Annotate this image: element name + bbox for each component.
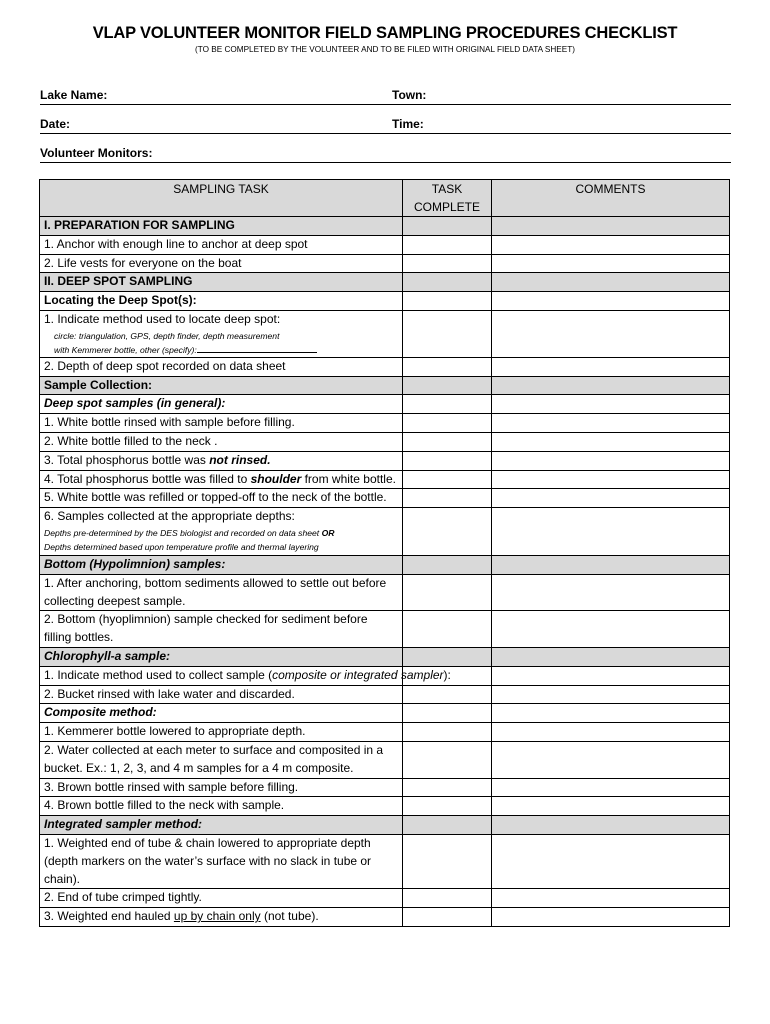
subsection-title: Chlorophyll-a sample: bbox=[40, 647, 403, 666]
comments-cell[interactable] bbox=[492, 666, 730, 685]
volunteer-monitors-row bbox=[40, 140, 731, 163]
table-header-row bbox=[40, 180, 730, 217]
subsection-row bbox=[40, 292, 730, 311]
date-time-row bbox=[40, 111, 731, 134]
section-row bbox=[40, 217, 730, 236]
task-complete-cell[interactable] bbox=[403, 489, 492, 508]
table-row bbox=[40, 451, 730, 470]
task-text: 2. Depth of deep spot recorded on data sheet bbox=[40, 357, 403, 376]
volunteer-monitors-label: Volunteer Monitors: bbox=[40, 146, 153, 160]
col-header-task-complete-line1: TASK bbox=[431, 182, 463, 196]
comments-cell[interactable] bbox=[492, 797, 730, 816]
table-row bbox=[40, 666, 730, 685]
task-complete-cell[interactable] bbox=[403, 235, 492, 254]
task-text: 1. Kemmerer bottle lowered to appropriate depth. bbox=[40, 723, 403, 742]
task-text-italic: composite or integrated sampler bbox=[272, 667, 444, 682]
section-row bbox=[40, 376, 730, 395]
comments-cell[interactable] bbox=[492, 723, 730, 742]
table-row bbox=[40, 432, 730, 451]
task-text: 5. White bottle was refilled or topped-off to the neck of the bottle. bbox=[40, 489, 403, 508]
table-row bbox=[40, 723, 730, 742]
table-row bbox=[40, 834, 730, 888]
table-row bbox=[40, 574, 730, 611]
table-row bbox=[40, 889, 730, 908]
task-text: 2. Bucket rinsed with lake water and discarded. bbox=[40, 685, 403, 704]
comments-cell[interactable] bbox=[492, 432, 730, 451]
comments-cell[interactable] bbox=[492, 611, 730, 648]
comments-cell[interactable] bbox=[492, 741, 730, 778]
task-complete-cell[interactable] bbox=[403, 574, 492, 611]
task-complete-cell[interactable] bbox=[403, 451, 492, 470]
task-note-line1: circle: triangulation, GPS, depth finder, depth measurement bbox=[54, 330, 280, 341]
task-text-part: from white bottle. bbox=[301, 471, 396, 486]
task-text-part: ): bbox=[443, 667, 451, 682]
task-text-part: 3. Total phosphorus bottle was bbox=[44, 452, 210, 467]
task-text: 2. Bottom (hyoplimnion) sample checked for sediment before filling bottles. bbox=[40, 611, 403, 648]
task-text-part: 4. Total phosphorus bottle was filled to bbox=[44, 471, 251, 486]
task-complete-cell[interactable] bbox=[403, 723, 492, 742]
table-row bbox=[40, 489, 730, 508]
document-title: VLAP VOLUNTEER MONITOR FIELD SAMPLING PROCEDURES CHECKLIST bbox=[92, 24, 678, 42]
comments-cell[interactable] bbox=[492, 489, 730, 508]
task-complete-cell[interactable] bbox=[403, 310, 492, 357]
task-note-text: with Kemmerer bottle, other (specify): bbox=[54, 344, 197, 355]
task-text: 2. Water collected at each meter to surface and composited in a bucket. Ex.: 1, 2, 3, and 4 m samples for a 4 m composite. bbox=[40, 741, 403, 778]
col-header-sampling-task: SAMPLING TASK bbox=[40, 180, 403, 217]
task-text: 1. White bottle rinsed with sample before filling. bbox=[40, 414, 403, 433]
task-complete-cell[interactable] bbox=[403, 834, 492, 888]
col-header-task-complete-line2: COMPLETE bbox=[413, 199, 480, 214]
task-text bbox=[40, 908, 403, 927]
subsection-title: Deep spot samples (in general): bbox=[40, 395, 403, 414]
table-row bbox=[40, 508, 730, 556]
col-header-task-complete bbox=[403, 180, 492, 217]
task-text: 2. Life vests for everyone on the boat bbox=[40, 254, 403, 273]
time-label: Time: bbox=[392, 117, 424, 131]
sampling-checklist-table bbox=[39, 179, 730, 927]
task-complete-cell[interactable] bbox=[403, 508, 492, 556]
comments-cell[interactable] bbox=[492, 508, 730, 556]
task-text: 2. End of tube crimped tightly. bbox=[40, 889, 403, 908]
task-text bbox=[40, 508, 403, 556]
task-complete-cell[interactable] bbox=[403, 432, 492, 451]
comments-cell[interactable] bbox=[492, 908, 730, 927]
task-text: 3. Brown bottle rinsed with sample before filling. bbox=[40, 778, 403, 797]
task-main-text: 6. Samples collected at the appropriate depths: bbox=[44, 509, 295, 524]
task-main-text: 1. Indicate method used to locate deep spot: bbox=[44, 311, 281, 326]
section-title: Sample Collection: bbox=[40, 376, 403, 395]
task-complete-cell[interactable] bbox=[403, 797, 492, 816]
comments-cell[interactable] bbox=[492, 451, 730, 470]
section-row bbox=[40, 273, 730, 292]
task-note-line1 bbox=[44, 526, 398, 541]
task-complete-cell[interactable] bbox=[403, 357, 492, 376]
section-title: I. PREPARATION FOR SAMPLING bbox=[40, 217, 403, 236]
comments-cell[interactable] bbox=[492, 889, 730, 908]
task-complete-cell[interactable] bbox=[403, 254, 492, 273]
lake-town-row bbox=[40, 82, 731, 105]
task-note-or: OR bbox=[321, 527, 335, 538]
task-text: 1. After anchoring, bottom sediments allowed to settle out before collecting deepest sample. bbox=[40, 574, 403, 611]
task-text bbox=[40, 451, 403, 470]
subsection-row bbox=[40, 395, 730, 414]
table-row bbox=[40, 778, 730, 797]
table-row bbox=[40, 357, 730, 376]
subsection-title: Bottom (Hypolimnion) samples: bbox=[40, 555, 403, 574]
table-row bbox=[40, 414, 730, 433]
subsection-title: Locating the Deep Spot(s): bbox=[40, 292, 403, 311]
town-label: Town: bbox=[392, 88, 427, 102]
task-complete-cell[interactable] bbox=[403, 889, 492, 908]
comments-cell[interactable] bbox=[492, 470, 730, 489]
comments-cell[interactable] bbox=[492, 685, 730, 704]
table-row bbox=[40, 310, 730, 357]
lake-name-label: Lake Name: bbox=[40, 88, 108, 102]
task-text: 2. White bottle filled to the neck . bbox=[40, 432, 403, 451]
comments-cell[interactable] bbox=[492, 310, 730, 357]
table-row bbox=[40, 254, 730, 273]
task-complete-cell[interactable] bbox=[403, 685, 492, 704]
subsection-row bbox=[40, 647, 730, 666]
table-row bbox=[40, 235, 730, 254]
comments-cell[interactable] bbox=[492, 235, 730, 254]
task-text-part: 1. Indicate method used to collect sample ( bbox=[44, 667, 273, 682]
comments-cell[interactable] bbox=[492, 357, 730, 376]
task-text-emphasis: not rinsed. bbox=[209, 452, 271, 467]
table-row bbox=[40, 908, 730, 927]
task-note-text: Depths pre-determined by the DES biologist and recorded on data sheet bbox=[44, 527, 322, 538]
comments-cell[interactable] bbox=[492, 414, 730, 433]
task-text-part: (not tube). bbox=[260, 909, 319, 924]
subsection-title: Composite method: bbox=[40, 704, 403, 723]
task-text: 1. Anchor with enough line to anchor at deep spot bbox=[40, 235, 403, 254]
col-header-comments: COMMENTS bbox=[492, 180, 730, 217]
comments-cell[interactable] bbox=[492, 574, 730, 611]
task-complete-cell[interactable] bbox=[403, 741, 492, 778]
task-text bbox=[40, 666, 451, 685]
task-text bbox=[40, 310, 403, 357]
task-text-underlined: up by chain only bbox=[173, 909, 261, 924]
task-text: 4. Brown bottle filled to the neck with sample. bbox=[40, 797, 403, 816]
subsection-row bbox=[40, 816, 730, 835]
subsection-title: Integrated sampler method: bbox=[40, 816, 403, 835]
task-complete-cell[interactable] bbox=[403, 414, 492, 433]
comments-cell[interactable] bbox=[492, 834, 730, 888]
section-title: II. DEEP SPOT SAMPLING bbox=[40, 273, 403, 292]
task-complete-cell[interactable] bbox=[403, 611, 492, 648]
comments-cell[interactable] bbox=[492, 254, 730, 273]
comments-cell[interactable] bbox=[492, 778, 730, 797]
document-subtitle: (TO BE COMPLETED BY THE VOLUNTEER AND TO BE FILED WITH ORIGINAL FIELD DATA SHEET) bbox=[195, 45, 575, 54]
task-text-part: 3. Weighted end hauled bbox=[44, 909, 174, 924]
task-text bbox=[40, 470, 403, 489]
task-complete-cell[interactable] bbox=[403, 908, 492, 927]
date-label: Date: bbox=[40, 117, 71, 131]
task-complete-cell[interactable] bbox=[403, 778, 492, 797]
task-text: 1. Weighted end of tube & chain lowered to appropriate depth (depth markers on the water’s surface with no slack in tube or chain). bbox=[40, 834, 403, 888]
table-row bbox=[40, 685, 730, 704]
task-complete-cell[interactable] bbox=[403, 470, 492, 489]
task-note-line2: Depths determined based upon temperature profile and thermal layering bbox=[44, 542, 319, 553]
task-text-emphasis: shoulder bbox=[250, 471, 302, 486]
task-note-line2 bbox=[44, 343, 398, 357]
table-row bbox=[40, 470, 730, 489]
specify-blank-line[interactable] bbox=[197, 343, 317, 353]
subsection-row bbox=[40, 704, 730, 723]
table-row bbox=[40, 797, 730, 816]
subsection-row bbox=[40, 555, 730, 574]
table-row bbox=[40, 741, 730, 778]
table-row bbox=[40, 611, 730, 648]
